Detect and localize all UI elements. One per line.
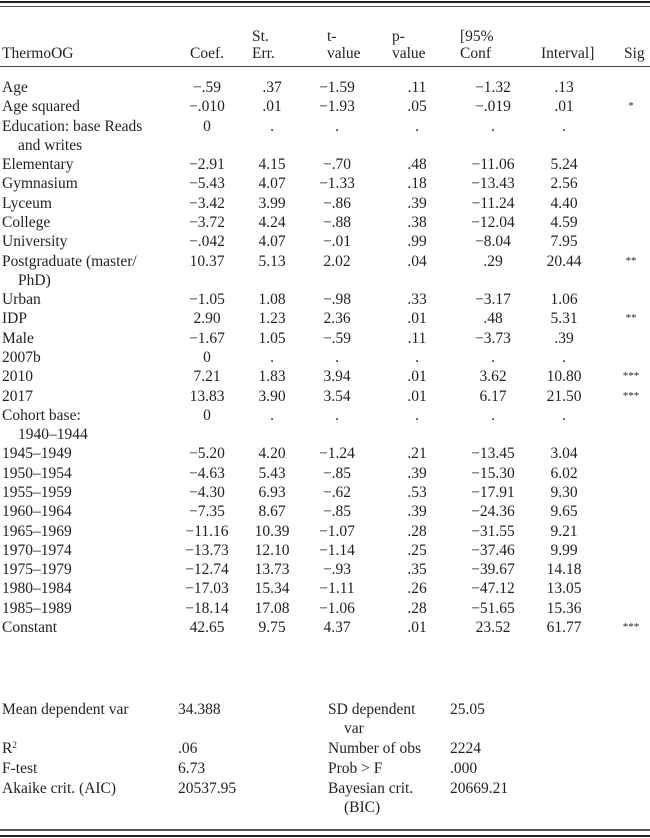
cell-coef: −3.42 xyxy=(189,194,225,212)
stat-label: Prob > F xyxy=(328,760,383,777)
cell-lo: −11.06 xyxy=(471,156,515,174)
cell-hi: 13.05 xyxy=(546,580,582,598)
stat-label: SD dependent var xyxy=(328,701,416,737)
stat-value: 2224 xyxy=(450,740,481,757)
cell-p: .05 xyxy=(407,98,427,116)
cell-hi: 6.02 xyxy=(550,464,578,482)
cell-p: .48 xyxy=(407,156,427,174)
cell-coef: −.59 xyxy=(192,79,222,96)
header-variable: ThermoOG xyxy=(2,45,74,62)
cell-sig: ** xyxy=(625,312,637,325)
cell-se: 12.10 xyxy=(254,541,290,559)
table-row xyxy=(0,117,650,156)
cell-p: .35 xyxy=(407,561,427,579)
table-row xyxy=(0,155,650,174)
stat-value: 20669.21 xyxy=(450,780,509,797)
cell-hi: 10.80 xyxy=(546,368,582,386)
cell-se: 8.67 xyxy=(258,503,286,521)
cell-coef: −2.91 xyxy=(189,156,225,174)
cell-hi: 9.30 xyxy=(550,483,578,501)
cell-t: −1.14 xyxy=(319,541,355,559)
cell-p: .01 xyxy=(407,368,427,386)
cell-sig: *** xyxy=(622,621,640,634)
cell-se: 13.73 xyxy=(254,561,290,579)
cell-p: .11 xyxy=(407,79,427,96)
cell-t: . xyxy=(335,348,339,366)
cell-se: 10.39 xyxy=(254,522,290,540)
table-row xyxy=(0,464,650,483)
cell-t: −.85 xyxy=(322,503,352,521)
cell-hi: 2.56 xyxy=(550,175,578,193)
row-label: Gymnasium xyxy=(2,175,78,193)
table-row xyxy=(0,387,650,406)
cell-p: .33 xyxy=(407,291,427,309)
table-row xyxy=(0,522,650,541)
cell-coef: −.042 xyxy=(189,233,225,251)
row-label-continued: and writes xyxy=(18,136,83,154)
cell-hi: 4.40 xyxy=(550,194,578,212)
cell-p: .28 xyxy=(407,522,427,540)
cell-t: −.93 xyxy=(322,561,352,579)
cell-lo: −13.43 xyxy=(471,175,515,193)
cell-p: .11 xyxy=(407,329,427,347)
cell-coef: −7.35 xyxy=(189,503,225,521)
stat-label: Mean dependent var xyxy=(2,701,129,718)
header-t: t- value xyxy=(327,28,361,62)
cell-hi: 5.31 xyxy=(550,310,578,328)
cell-coef: 0 xyxy=(203,348,211,366)
cell-p: .39 xyxy=(407,194,427,212)
cell-sig: ** xyxy=(625,254,637,267)
cell-coef: −.010 xyxy=(189,98,225,116)
row-label: 1960–1964 xyxy=(2,503,72,521)
cell-hi: . xyxy=(562,406,566,424)
cell-coef: −4.63 xyxy=(189,464,225,482)
cell-se: 5.43 xyxy=(258,464,286,482)
cell-p: .01 xyxy=(407,310,427,328)
table-row xyxy=(0,618,650,637)
row-label: Lyceum xyxy=(2,194,52,212)
row-label: University xyxy=(2,233,68,251)
row-label: 2010 xyxy=(2,368,33,386)
header-coef: Coef. xyxy=(189,45,224,62)
row-label: 1945–1949 xyxy=(2,445,72,463)
cell-lo: −37.46 xyxy=(471,541,515,559)
table-row xyxy=(0,444,650,463)
table-row xyxy=(0,483,650,502)
cell-se: 5.13 xyxy=(258,252,286,270)
cell-t: −.88 xyxy=(322,213,352,231)
table-row xyxy=(0,252,650,291)
cell-p: .38 xyxy=(407,213,427,231)
cell-se: 1.83 xyxy=(258,368,286,386)
cell-lo: .48 xyxy=(483,310,503,328)
cell-hi: .13 xyxy=(554,79,574,96)
cell-hi: . xyxy=(562,348,566,366)
cell-t: 2.36 xyxy=(323,310,351,328)
stat-value: 25.05 xyxy=(450,701,485,718)
cell-sig: * xyxy=(628,100,634,113)
row-label: Urban xyxy=(2,291,41,309)
cell-coef: −1.05 xyxy=(189,291,225,309)
stats-row xyxy=(0,779,650,818)
cell-t: −.62 xyxy=(322,483,352,501)
table-row xyxy=(0,97,650,116)
cell-lo: 23.52 xyxy=(475,619,511,637)
cell-t: . xyxy=(335,117,339,135)
cell-hi: 20.44 xyxy=(546,252,582,270)
table-row xyxy=(0,579,650,598)
cell-t: −.70 xyxy=(322,156,352,174)
cell-se: 4.15 xyxy=(258,156,286,174)
header-rule xyxy=(0,66,650,67)
table-row xyxy=(0,174,650,193)
header-ci-low: [95% Conf xyxy=(460,28,494,62)
cell-se: . xyxy=(270,406,274,424)
cell-lo: −15.30 xyxy=(471,464,515,482)
cell-se: . xyxy=(270,117,274,135)
cell-coef: 2.90 xyxy=(193,310,221,328)
cell-t: 3.54 xyxy=(323,387,351,405)
stat-label: $R^2$ xyxy=(2,740,17,757)
cell-lo: −3.73 xyxy=(475,329,511,347)
table-row xyxy=(0,502,650,521)
stat-value: 34.388 xyxy=(178,701,221,718)
cell-lo: .29 xyxy=(483,252,503,270)
cell-se: 4.20 xyxy=(258,445,286,463)
stat-label: Number of obs xyxy=(328,740,421,757)
row-label: 1975–1979 xyxy=(2,561,72,579)
top-rule-thick xyxy=(0,1,650,3)
row-label-continued: PhD) xyxy=(18,271,51,289)
cell-hi: . xyxy=(562,117,566,135)
cell-se: 4.24 xyxy=(258,213,286,231)
cell-coef: −1.67 xyxy=(189,329,225,347)
cell-coef: −3.72 xyxy=(189,213,225,231)
cell-t: −.01 xyxy=(322,233,352,251)
cell-lo: −47.12 xyxy=(471,580,515,598)
cell-lo: −31.55 xyxy=(471,522,515,540)
row-label: IDP xyxy=(2,310,27,328)
table-row xyxy=(0,194,650,213)
cell-lo: −51.65 xyxy=(471,599,515,617)
row-label: 2017 xyxy=(2,387,33,405)
cell-p: .39 xyxy=(407,464,427,482)
row-label: College xyxy=(2,213,51,231)
cell-hi: 3.04 xyxy=(550,445,578,463)
cell-lo: . xyxy=(491,117,495,135)
cell-lo: −17.91 xyxy=(471,483,515,501)
cell-coef: 0 xyxy=(203,406,211,424)
cell-lo: −12.04 xyxy=(471,213,515,231)
row-label: 1950–1954 xyxy=(2,464,72,482)
cell-p: .04 xyxy=(407,252,427,270)
stat-label: F-test xyxy=(2,760,38,777)
cell-lo: −3.17 xyxy=(475,291,511,309)
row-label: 1980–1984 xyxy=(2,580,72,598)
cell-lo: −13.45 xyxy=(471,445,515,463)
cell-p: .18 xyxy=(407,175,427,193)
cell-hi: 15.36 xyxy=(546,599,582,617)
cell-hi: .39 xyxy=(554,329,574,347)
cell-t: −1.59 xyxy=(319,79,355,96)
cell-coef: 7.21 xyxy=(193,368,221,386)
bottom-rule-thin xyxy=(0,829,650,831)
row-label: 1965–1969 xyxy=(2,522,72,540)
cell-p: .28 xyxy=(407,599,427,617)
stats-row xyxy=(0,739,650,759)
cell-coef: 13.83 xyxy=(189,387,225,405)
cell-p: . xyxy=(415,348,419,366)
stat-value: 20537.95 xyxy=(178,780,237,797)
cell-p: .01 xyxy=(407,619,427,637)
cell-sig: *** xyxy=(622,370,640,383)
table-row xyxy=(0,367,650,386)
cell-t: . xyxy=(335,406,339,424)
cell-coef: −18.14 xyxy=(185,599,229,617)
cell-hi: .01 xyxy=(554,98,574,116)
stat-value: .06 xyxy=(178,740,198,757)
cell-p: .39 xyxy=(407,503,427,521)
stat-value: 6.73 xyxy=(178,760,206,777)
top-rule-thin xyxy=(0,6,650,7)
table-header xyxy=(0,16,650,66)
cell-t: −1.06 xyxy=(319,599,355,617)
cell-t: 3.94 xyxy=(323,368,351,386)
cell-hi: 21.50 xyxy=(546,387,582,405)
cell-sig: *** xyxy=(622,389,640,402)
cell-t: −1.33 xyxy=(319,175,355,193)
cell-se: 6.93 xyxy=(258,483,286,501)
row-label: Constant xyxy=(2,619,58,637)
cell-coef: −4.30 xyxy=(189,483,225,501)
cell-lo: −24.36 xyxy=(471,503,515,521)
cell-p: .25 xyxy=(407,541,427,559)
cell-p: .01 xyxy=(407,387,427,405)
table-row xyxy=(0,599,650,618)
cell-hi: 9.65 xyxy=(550,503,578,521)
bottom-rule-thick xyxy=(0,835,650,837)
cell-se: .37 xyxy=(262,79,282,96)
cell-hi: 1.06 xyxy=(550,291,578,309)
cell-p: . xyxy=(415,117,419,135)
cell-lo: 6.17 xyxy=(479,387,507,405)
cell-se: 4.07 xyxy=(258,233,286,251)
cell-p: .99 xyxy=(407,233,427,251)
row-label: Age squared xyxy=(2,98,80,116)
header-p: p- value xyxy=(392,28,426,62)
cell-se: 15.34 xyxy=(254,580,290,598)
cell-hi: 14.18 xyxy=(546,561,582,579)
table-row xyxy=(0,406,650,445)
stat-label: Bayesian crit. (BIC) xyxy=(328,780,414,816)
cell-hi: 4.59 xyxy=(550,213,578,231)
cell-lo: 3.62 xyxy=(479,368,507,386)
cell-p: .53 xyxy=(407,483,427,501)
stats-row xyxy=(0,759,650,779)
cell-se: 3.90 xyxy=(258,387,286,405)
table-row xyxy=(0,329,650,348)
row-label: 1985–1989 xyxy=(2,599,72,617)
cell-se: 17.08 xyxy=(254,599,290,617)
row-label: 1970–1974 xyxy=(2,541,72,559)
cell-se: 1.23 xyxy=(258,310,286,328)
table-body xyxy=(0,78,650,637)
cell-lo: −8.04 xyxy=(475,233,511,251)
table-row xyxy=(0,541,650,560)
cell-coef: 42.65 xyxy=(189,619,225,637)
cell-coef: 0 xyxy=(203,117,211,135)
cell-p: . xyxy=(415,406,419,424)
row-label: Education: base Reads and writes xyxy=(2,117,182,155)
cell-se: 9.75 xyxy=(258,619,286,637)
cell-t: −1.07 xyxy=(319,522,355,540)
cell-coef: −5.20 xyxy=(189,445,225,463)
cell-hi: 5.24 xyxy=(550,156,578,174)
cell-lo: −11.24 xyxy=(471,194,515,212)
cell-hi: 9.21 xyxy=(550,522,578,540)
table-row xyxy=(0,213,650,232)
cell-lo: . xyxy=(491,406,495,424)
cell-hi: 7.95 xyxy=(550,233,578,251)
cell-coef: 10.37 xyxy=(189,252,225,270)
cell-t: −1.11 xyxy=(319,580,355,598)
cell-lo: . xyxy=(491,348,495,366)
header-se: St. Err. xyxy=(252,28,275,62)
cell-t: −1.24 xyxy=(319,445,355,463)
model-statistics xyxy=(0,700,650,818)
cell-t: 4.37 xyxy=(323,619,351,637)
cell-t: −.98 xyxy=(322,291,352,309)
row-label: 2007b xyxy=(2,348,41,366)
cell-lo: −1.32 xyxy=(475,79,511,96)
table-row xyxy=(0,290,650,309)
stat-value: .000 xyxy=(450,760,478,777)
row-label: Age xyxy=(2,79,28,96)
row-label: Cohort base: 1940–1944 xyxy=(2,406,182,444)
table-row xyxy=(0,309,650,328)
row-label: Elementary xyxy=(2,156,74,174)
cell-t: 2.02 xyxy=(323,252,351,270)
header-ci-high: Interval] xyxy=(541,45,595,62)
cell-se: .01 xyxy=(262,98,282,116)
table-row xyxy=(0,348,650,367)
row-label: Male xyxy=(2,329,34,347)
cell-t: −.59 xyxy=(322,329,352,347)
cell-se: . xyxy=(270,348,274,366)
cell-se: 1.08 xyxy=(258,291,286,309)
cell-coef: −5.43 xyxy=(189,175,225,193)
row-label: 1955–1959 xyxy=(2,483,72,501)
cell-se: 4.07 xyxy=(258,175,286,193)
cell-lo: −39.67 xyxy=(471,561,515,579)
cell-coef: −12.74 xyxy=(185,561,229,579)
row-label: Postgraduate (master/ PhD) xyxy=(2,252,182,290)
table-row xyxy=(0,78,650,97)
row-label-continued: 1940–1944 xyxy=(18,425,88,443)
cell-t: −.85 xyxy=(322,464,352,482)
table-row xyxy=(0,232,650,251)
stat-label: Akaike crit. (AIC) xyxy=(2,780,117,797)
cell-p: .26 xyxy=(407,580,427,598)
cell-coef: −11.16 xyxy=(185,522,229,540)
cell-t: −.86 xyxy=(322,194,352,212)
cell-coef: −17.03 xyxy=(185,580,229,598)
cell-hi: 61.77 xyxy=(546,619,582,637)
stats-row xyxy=(0,700,650,739)
cell-hi: 9.99 xyxy=(550,541,578,559)
cell-t: −1.93 xyxy=(319,98,355,116)
cell-se: 1.05 xyxy=(258,329,286,347)
table-row xyxy=(0,560,650,579)
cell-se: 3.99 xyxy=(258,194,286,212)
cell-coef: −13.73 xyxy=(185,541,229,559)
cell-p: .21 xyxy=(407,445,427,463)
cell-lo: −.019 xyxy=(475,98,511,116)
header-sig: Sig xyxy=(624,45,645,62)
